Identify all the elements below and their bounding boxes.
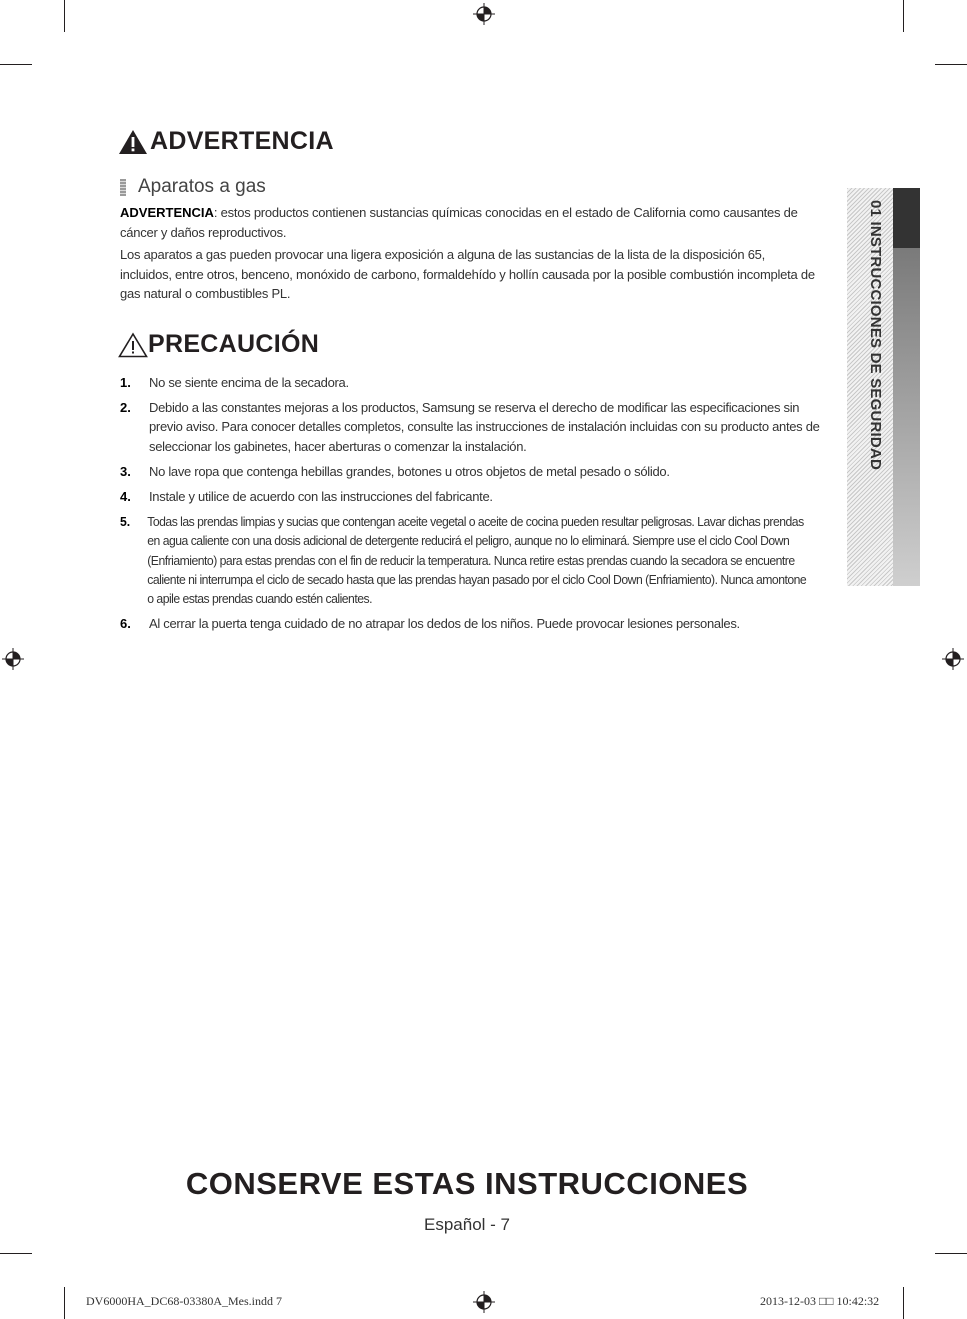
list-item: 5. Todas las prendas limpias y sucias que contengan aceite vegetal o aceite de cocina pueden resultar peligrosas. Lavar dichas prendas en agua caliente con una dosis adicional de detergente reducirá el peligro, aunque no lo eliminará. Siempre use el ciclo Cool Down (Enfriamiento) para estas prendas con el fin de reducir la temperatura. Nunca retire estas prendas cuando la secadora se encuentre caliente ni interrumpa el ciclo de secado hasta que las prendas hayan pasado por el ciclo Cool Down (Enfriamiento). Nunca amontone o apile estas prendas cuando estén calientes.	[120, 513, 807, 607]
warning-paragraph-2: Los aparatos a gas pueden provocar una ligera exposición a alguna de las sustancias de la lista de la disposición 65, incluidos, entre otros, benceno, monóxido de carbono, formaldehído y hollín causada por la posible combustión incompleta de gas natural o combustibles PL.	[120, 247, 815, 301]
list-item: 2. Debido a las constantes mejoras a los productos, Samsung se reserva el derecho de modificar las especificaciones sin previo aviso. Para conocer detalles completos, consulte las instrucciones de instalación incluidas con su producto antes de seleccionar los gabinetes, hacer aberturas o comenzar la instalación.	[120, 400, 820, 454]
warning-paragraph-1	[120, 203, 820, 242]
warning-paragraph-1-text: : estos productos contienen sustancias químicas conocidas en el estado de California como causantes de cáncer y daños reproductivos.	[120, 205, 798, 240]
registration-mark-icon	[473, 1291, 495, 1313]
warning-heading	[118, 127, 334, 156]
registration-mark-icon	[2, 648, 24, 670]
page-number: Español - 7	[424, 1215, 510, 1234]
chapter-tab-marker	[893, 188, 920, 586]
slug-filename: DV6000HA_DC68-03380A_Mes.indd 7	[86, 1294, 282, 1308]
slug-date: 2013-12-03 □□ 10:42:32	[760, 1294, 880, 1308]
list-item: 3. No lave ropa que contenga hebillas grandes, botones u otros objetos de metal pesado o sólido.	[120, 463, 670, 479]
subheading-bar-icon	[120, 179, 126, 196]
warning-label: ADVERTENCIA	[120, 205, 214, 220]
caution-list	[120, 373, 820, 639]
crop-mark	[903, 1287, 904, 1319]
warning-heading-text: ADVERTENCIA	[150, 127, 334, 155]
gas-appliances-subheading	[120, 176, 266, 198]
crop-mark	[935, 1253, 967, 1254]
registration-mark-icon	[473, 3, 495, 25]
crop-mark	[0, 64, 32, 65]
crop-mark	[903, 0, 904, 32]
warning-triangle-icon	[118, 129, 148, 155]
crop-mark	[64, 1287, 65, 1319]
crop-mark	[0, 1253, 32, 1254]
crop-mark	[64, 0, 65, 32]
list-item: 1. No se siente encima de la secadora.	[120, 375, 349, 390]
caution-heading-text: PRECAUCIÓN	[148, 330, 320, 358]
crop-mark	[935, 64, 967, 65]
subheading-text: Aparatos a gas	[138, 176, 266, 197]
caution-triangle-icon	[118, 332, 148, 358]
chapter-tab-label: 01 INSTRUCCIONES DE SEGURIDAD	[867, 200, 884, 471]
caution-heading	[118, 330, 319, 359]
footer-title: CONSERVE ESTAS INSTRUCCIONES	[185, 1166, 749, 1201]
registration-mark-icon	[942, 648, 964, 670]
list-item: 4. Instale y utilice de acuerdo con las instrucciones del fabricante.	[120, 488, 493, 504]
list-item: 6. Al cerrar la puerta tenga cuidado de no atrapar los dedos de los niños. Puede provocar lesiones personales.	[120, 616, 740, 632]
